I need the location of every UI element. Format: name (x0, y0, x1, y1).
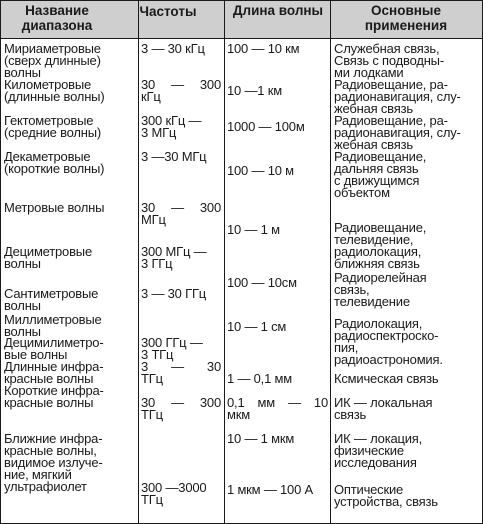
c3-line: 10 — 1 м (227, 222, 280, 237)
c4-line: радионавигация, слу- (334, 89, 461, 104)
c1-line: вые волны (4, 347, 68, 362)
c2-line: 300 —3000 (141, 480, 207, 495)
c2-line: 30 — 300 (141, 200, 221, 215)
c4-line: Радиовещание, ра- (334, 113, 448, 128)
c1-line: волны (4, 256, 41, 271)
c2-line: 3 — 30 ГГц (141, 286, 207, 301)
c3-line: 100 — 10 км (227, 41, 300, 56)
c1-line: Гектометровые (4, 113, 94, 128)
c1-line: ние, мягкий (4, 467, 72, 482)
c2-line: ТГц (141, 492, 163, 507)
c1-line: (сверх длинные) (4, 53, 101, 68)
c4-line: ИК — локация, (334, 431, 423, 446)
c2-line: 300 ГГц — (141, 335, 203, 350)
c1-line: красные волны (4, 371, 94, 386)
c4-line: физические (334, 443, 404, 458)
c1-line: волны (4, 65, 41, 80)
c4-line: Радиовещание, ра- (334, 77, 448, 92)
c4-line: Радиовещание, (334, 149, 427, 164)
c2-line: ТГц (141, 407, 163, 422)
c2-line: 3 ГГц (141, 256, 173, 271)
header-name-text: Название диапазона (21, 3, 93, 33)
c1-line: Километровые (4, 77, 92, 92)
c1-line: Сантиметровые (4, 286, 99, 301)
c3-line: 100 — 10 м (227, 163, 294, 178)
c1-line: волны (4, 298, 41, 313)
c2-line: 30 — 300 (141, 77, 221, 92)
c1-line: (длинные волны) (4, 89, 105, 104)
c3-line: 10 — 1 см (227, 319, 287, 334)
c3-line: 1000 — 100м (227, 119, 305, 134)
c4-line: радиоспектроско- (334, 328, 439, 343)
c2-line: 300 МГц — (141, 244, 207, 259)
c1-line: Декаметровые (4, 149, 91, 164)
c1-line: Длинные инфра- (4, 359, 104, 374)
c2-line: 300 кГц — (141, 113, 202, 128)
c3-line: 10 — 1 мкм (227, 431, 295, 446)
c2-line: 3 МГц (141, 125, 177, 140)
header-use-text: Основные применения (364, 3, 448, 33)
c4-line: устройства, связь (334, 494, 438, 509)
c2-line: 3 ТГц (141, 347, 174, 362)
c2-line: 3 — 30 кГц (141, 41, 205, 56)
c1-line: (средние волны) (4, 125, 102, 140)
c2-line: 3 —30 МГц (141, 149, 207, 164)
c3-line: 1 — 0,1 мм (227, 371, 293, 386)
c4-line: ИК — локальная (334, 395, 433, 410)
c4-line: объектом (334, 185, 390, 200)
c1-line: Метровые волны (4, 200, 105, 215)
c1-line: Мириаметровые (4, 41, 101, 56)
c4-line: Оптические (334, 482, 404, 497)
c4-line: жебная связь (334, 101, 413, 116)
c3-line: 0,1 мм — 10 (227, 395, 328, 410)
c4-line: Служебная связь, (334, 41, 440, 56)
c3-line: мкм (227, 407, 250, 422)
c2-line: кГц (141, 89, 161, 104)
c3-line: 1 мкм — 100 А (227, 482, 314, 497)
c1-line: Децимилиметро- (4, 335, 104, 350)
c2-line: 30 — 300 (141, 395, 221, 410)
c1-line: Миллиметровые (4, 312, 102, 327)
c4-line: связь (334, 407, 367, 422)
c4-line: телевидение, (334, 232, 414, 247)
c4-line: радиолокация, (334, 244, 422, 259)
c4-line: пия, (334, 340, 359, 355)
c4-line: телевидение (334, 294, 410, 309)
c4-line: исследования (334, 455, 417, 470)
c1-line: красные волны (4, 395, 94, 410)
c1-line: красные волны, (4, 443, 97, 458)
c2-line: 3 — 30 (141, 359, 221, 374)
c1-line: Ближние инфра- (4, 431, 103, 446)
c4-line: радионавигация, слу- (334, 125, 461, 140)
c4-line: с движущимся (334, 173, 420, 188)
c1-line: Короткие инфра- (4, 383, 104, 398)
c2-line: МГц (141, 212, 166, 227)
c1-line: (короткие волны) (4, 161, 105, 176)
header-wave-text: Длина волны (232, 3, 324, 18)
c4-line: связь, (334, 282, 370, 297)
c4-line: жебная связь (334, 137, 413, 152)
c4-line: ми лодками (334, 65, 404, 80)
c1-line: волны (4, 324, 41, 339)
c4-line: Связь с подводны- (334, 53, 444, 68)
c3-line: 10 —1 км (227, 83, 282, 98)
c4-line: ближняя связь (334, 256, 420, 271)
c1-line: видимое излуче- (4, 455, 103, 470)
c4-line: Ксмическая связь (334, 371, 439, 386)
c4-line: Радиорелейная (334, 270, 427, 285)
c2-line: ТГц (141, 371, 163, 386)
c3-line: 100 — 10см (227, 275, 297, 290)
header-freq-text: Частоты (139, 4, 197, 19)
c4-line: Радиолокация, (334, 316, 423, 331)
c4-line: радиоастрономия. (334, 352, 443, 367)
c1-line: Дециметровые (4, 244, 92, 259)
c4-line: дальняя связь (334, 161, 419, 176)
c1-line: ультрафиолет (4, 479, 87, 494)
c4-line: Радиовещание, (334, 220, 427, 235)
